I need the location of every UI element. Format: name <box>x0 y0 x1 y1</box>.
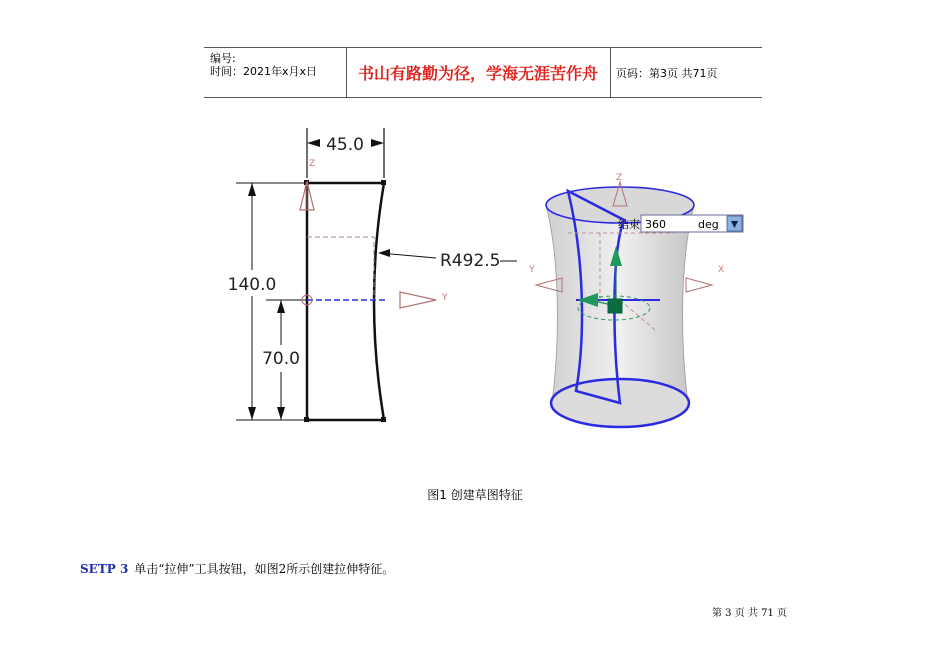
height-dimension: 140.0 <box>227 275 277 295</box>
end-angle-value: 360 <box>645 218 666 231</box>
x-axis-arrow-3d <box>686 278 712 292</box>
header-motto: 书山有路勤为径，学海无涯苦作舟 <box>357 64 598 83</box>
number-label: 编号: <box>210 52 236 65</box>
end-label: 结束 <box>618 218 640 231</box>
y-axis-arrow <box>400 292 436 308</box>
dim-arrowhead <box>371 139 384 147</box>
y-axis-label: Y <box>442 293 448 303</box>
profile-arc-edge <box>374 183 384 420</box>
figure-caption: 图1 创建草图特征 <box>427 488 523 502</box>
time-label: 时间：2021年x月x日 <box>210 65 318 78</box>
origin-handle[interactable] <box>608 299 622 313</box>
vertex-point <box>381 417 386 422</box>
x-axis-label-3d: X <box>718 265 725 275</box>
unit-label: deg <box>698 218 719 231</box>
half-height-dimension: 70.0 <box>262 349 300 369</box>
width-dimension: 45.0 <box>326 135 364 155</box>
dim-arrowhead <box>248 183 256 196</box>
sketch-drawing <box>228 128 517 422</box>
y-axis-label-3d: Y <box>529 265 535 275</box>
dim-arrowhead <box>307 139 320 147</box>
dim-arrowhead <box>277 407 285 420</box>
dim-arrowhead <box>277 300 285 313</box>
step-tag: SETP 3 <box>80 562 129 576</box>
vertex-point <box>304 417 309 422</box>
end-angle-input-box <box>618 215 743 232</box>
dim-arrowhead <box>378 249 390 257</box>
radius-dimension: R492.5 <box>440 251 501 271</box>
header-page-info: 页码：第3页 共71页 <box>616 66 718 80</box>
z-axis-label: Z <box>309 159 316 169</box>
step-instruction <box>80 560 394 577</box>
step-text: 单击“拉伸”工具按钮，如图2所示创建拉伸特征。 <box>134 562 395 576</box>
preview-dashed-line <box>307 237 374 300</box>
revolve-preview-3d <box>528 173 724 427</box>
dim-arrowhead <box>248 407 256 420</box>
vertex-point <box>381 180 386 185</box>
page-footer: 第 3 页 共 71 页 <box>712 608 787 619</box>
z-axis-label-3d: Z <box>616 173 623 183</box>
